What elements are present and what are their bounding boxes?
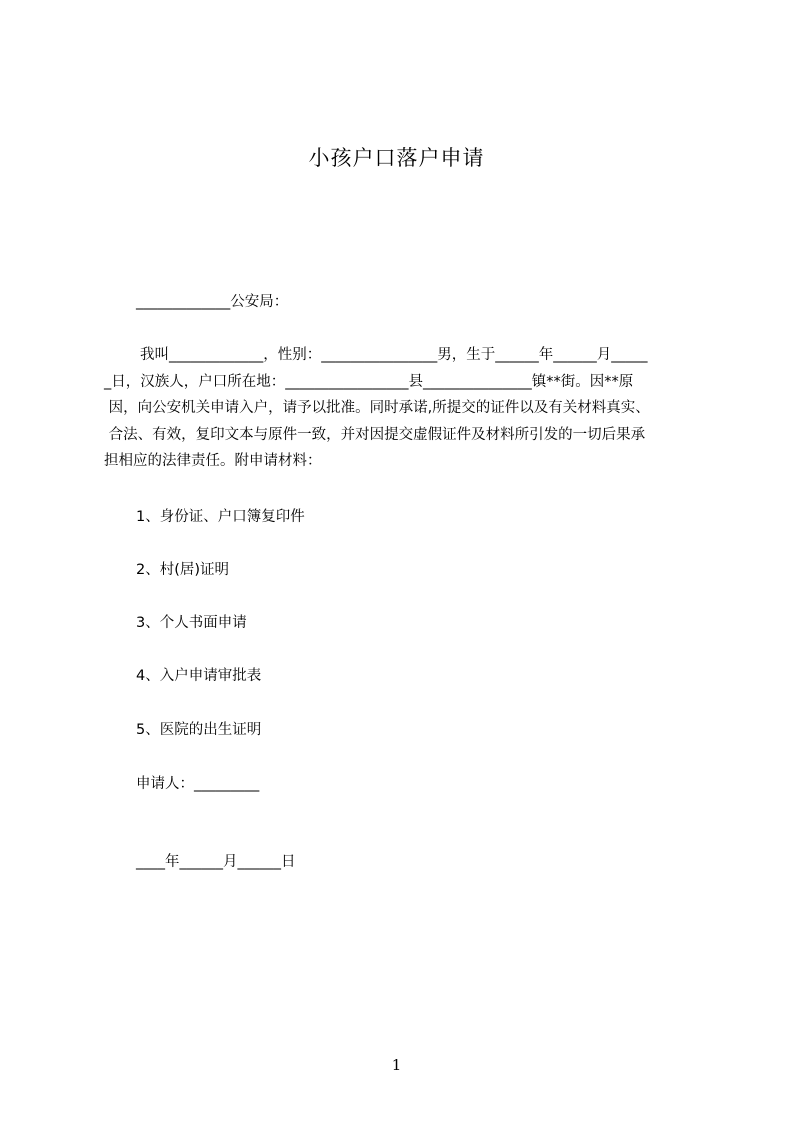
applicant-signature-line: 申请人：_________ — [136, 776, 260, 792]
material-item: 2、村(居)证明 — [136, 562, 230, 578]
body-line: 合法、有效，复印文本与原件一致，并对因提交虚假证件及材料所引发的一切后果承 — [104, 426, 646, 443]
body-line: 因，向公安机关申请入户，请予以批准。同时承诺,所提交的证件以及有关材料真实、 — [104, 400, 650, 416]
material-item: 4、入户申请审批表 — [136, 668, 262, 684]
material-item: 1、身份证、户口簿复印件 — [136, 509, 305, 525]
addressee-line: _____________公安局： — [136, 294, 289, 310]
document-title: 小孩户口落户申请 — [308, 146, 485, 170]
material-item: 5、医院的出生证明 — [136, 722, 262, 738]
page-number: 1 — [391, 1056, 402, 1074]
application-body — [104, 342, 706, 475]
body-line: 我叫_____________，性别：________________男，生于______年______月_____ — [140, 347, 648, 363]
body-line: _日，汉族人，户口所在地：_________________县_______________镇**街。因**原 — [104, 373, 634, 390]
body-line: 担相应的法律责任。附申请材料： — [104, 453, 322, 469]
date-line: ____年______月______日 — [136, 854, 296, 870]
material-item: 3、个人书面申请 — [136, 615, 247, 631]
